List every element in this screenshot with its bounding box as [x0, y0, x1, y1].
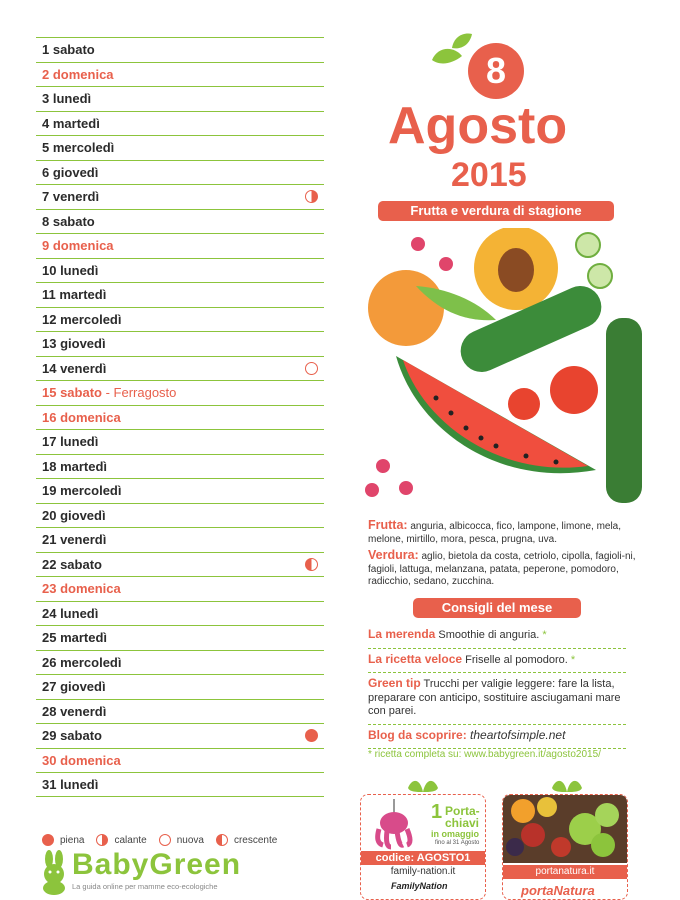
day-name: 4 martedì [42, 115, 100, 131]
veg-text: aglio, bietola da costa, cetriolo, cipolla, fagioli-ni, fagioli, lattuga, melanzana, patata, peperone, pomodoro, radicchio, sedano, zucchina. [368, 551, 636, 587]
fruit-label: Frutta: [368, 518, 408, 532]
day-name: 8 sabato [42, 213, 95, 229]
full-moon-icon [42, 834, 54, 846]
day-name: 9 domenica [42, 238, 114, 254]
tip-item [368, 649, 626, 674]
day-row [36, 307, 324, 332]
new-moon-icon [305, 362, 318, 375]
coupon2-site: portanatura.it [503, 865, 627, 879]
day-row [36, 503, 324, 528]
fruit-vegetable-illustration [356, 228, 646, 513]
recipe-note: * ricetta completa su: www.babygreen.it/agosto2015/ [368, 749, 601, 760]
tip-label: Green tip [368, 676, 421, 690]
coupon-sub: in omaggio [431, 829, 479, 839]
day-row [36, 674, 324, 699]
day-label [42, 459, 107, 474]
tip-item [368, 725, 626, 750]
day-label [42, 704, 106, 719]
new-moon-icon [159, 834, 171, 846]
coupon-quantity: 1 [431, 801, 443, 823]
day-label [42, 606, 98, 621]
day-row [36, 282, 324, 307]
day-label [42, 655, 122, 670]
day-row [36, 258, 324, 283]
day-label [42, 140, 114, 155]
tip-asterisk: * [539, 629, 547, 641]
day-row [36, 380, 324, 405]
seasonal-banner: Frutta e verdura di stagione [378, 201, 614, 221]
day-label [42, 728, 102, 743]
day-label [42, 557, 102, 572]
tip-label: Blog da scoprire: [368, 727, 467, 742]
day-name: 21 venerdì [42, 532, 107, 548]
day-row [36, 552, 324, 577]
logo-name: BabyGreen [72, 848, 242, 881]
day-row [36, 111, 324, 136]
holiday-note: - Ferragosto [101, 385, 177, 401]
day-row [36, 772, 324, 797]
day-name: 19 mercoledì [42, 483, 122, 499]
day-row [36, 209, 324, 234]
day-row [36, 576, 324, 601]
day-row [36, 160, 324, 185]
coupon-deadline: fino al 31 Agosto [435, 840, 480, 846]
coupon-title: Porta-chiavi [445, 804, 480, 830]
day-label [42, 312, 122, 327]
day-row [36, 527, 324, 552]
legend-nuova: nuova [176, 834, 204, 846]
day-label [42, 336, 106, 351]
day-row [36, 405, 324, 430]
day-name: 20 giovedì [42, 507, 106, 523]
tips-list [368, 624, 626, 749]
fruit-text: anguria, albicocca, fico, lampone, limone, mela, melone, mirtillo, mora, pesca, prugna, uva. [368, 521, 622, 545]
day-row [36, 454, 324, 479]
waning-moon-icon [96, 834, 108, 846]
day-label [42, 67, 114, 82]
day-name: 30 domenica [42, 752, 121, 768]
day-row [36, 356, 324, 381]
day-row [36, 650, 324, 675]
tip-asterisk: * [567, 653, 576, 666]
day-name: 2 domenica [42, 66, 114, 82]
day-row [36, 625, 324, 650]
day-row [36, 478, 324, 503]
day-label [42, 777, 98, 792]
day-name: 11 martedì [42, 287, 107, 303]
day-label [42, 483, 122, 498]
coupon-portanatura[interactable] [502, 794, 628, 900]
day-name: 1 sabato [42, 42, 95, 58]
day-row [36, 748, 324, 773]
day-name: 16 domenica [42, 409, 121, 425]
waning-moon-icon [305, 190, 318, 203]
waxing-moon-icon [305, 558, 318, 571]
leaf-icon [550, 774, 584, 794]
day-row [36, 699, 324, 724]
veg-label: Verdura: [368, 548, 419, 562]
day-name: 3 lunedì [42, 91, 92, 107]
tips-banner: Consigli del mese [413, 598, 581, 618]
day-name: 5 mercoledì [42, 140, 115, 156]
babygreen-logo [40, 848, 240, 896]
day-label [42, 263, 98, 278]
day-name: 18 martedì [42, 458, 108, 474]
tip-item [368, 624, 626, 649]
tip-text: Smoothie di anguria. [435, 629, 540, 641]
day-name: 15 sabato [42, 385, 102, 401]
tip-text: theartofsimple.net [466, 727, 566, 742]
day-name: 7 venerdì [42, 189, 100, 205]
tip-text: Trucchi per valigie leggere: fare la lista, preparare con anticipo, sostituire asciugamani mare con parei. [368, 678, 621, 717]
day-row [36, 86, 324, 111]
coupon-brand: FamilyNation [391, 881, 448, 891]
tip-label: La merenda [368, 627, 436, 641]
day-label [42, 91, 91, 106]
day-label [42, 630, 107, 645]
day-label [42, 42, 95, 57]
day-label [42, 434, 98, 449]
seasonal-vegetables [368, 549, 638, 589]
day-label [42, 189, 99, 204]
day-name: 28 venerdì [42, 703, 107, 719]
day-row [36, 331, 324, 356]
tip-label: La ricetta veloce [368, 651, 463, 666]
coupon-code: codice: AGOSTO1 [361, 851, 485, 865]
day-list [36, 37, 324, 797]
day-label [42, 287, 106, 302]
day-row [36, 601, 324, 626]
bunny-icon [40, 850, 68, 896]
day-label [42, 679, 106, 694]
day-name: 24 lunedì [42, 605, 99, 621]
day-name: 13 giovedì [42, 336, 106, 352]
day-label [42, 165, 98, 180]
day-label [42, 532, 106, 547]
coupon-site: family-nation.it [390, 866, 456, 877]
day-name: 22 sabato [42, 556, 102, 572]
day-label [42, 508, 106, 523]
day-name: 27 giovedì [42, 679, 106, 695]
day-row [36, 37, 324, 62]
day-name: 17 lunedì [42, 434, 99, 450]
day-row [36, 429, 324, 454]
logo-tagline: La guida online per mamme eco-ecologiche [72, 882, 218, 891]
day-name: 23 domenica [42, 581, 121, 597]
day-name: 6 giovedì [42, 164, 99, 180]
day-label [42, 116, 100, 131]
day-row [36, 62, 324, 87]
day-label [42, 581, 121, 596]
day-name: 12 mercoledì [42, 311, 122, 327]
tip-item [368, 673, 626, 725]
year-title: 2015 [451, 156, 527, 194]
day-row [36, 233, 324, 258]
day-name: 25 martedì [42, 630, 108, 646]
day-name: 29 sabato [42, 728, 102, 744]
day-label [42, 238, 114, 253]
coupon2-brand: portaNatura [521, 883, 595, 898]
waxing-moon-icon [216, 834, 228, 846]
legend-piena: piena [60, 834, 85, 846]
day-name: 26 mercoledì [42, 654, 122, 670]
legend-crescente: crescente [233, 834, 278, 846]
day-name: 31 lunedì [42, 776, 99, 792]
seasonal-fruit [368, 519, 638, 546]
tip-text: Friselle al pomodoro. [462, 653, 568, 666]
fruit-basket-photo [503, 795, 627, 863]
day-row [36, 135, 324, 160]
leaf-icon [406, 774, 440, 794]
day-row [36, 184, 324, 209]
day-row [36, 723, 324, 748]
octopus-keychain-icon [369, 799, 419, 851]
day-label [42, 385, 176, 400]
day-label [42, 410, 121, 425]
day-name: 10 lunedì [42, 262, 99, 278]
coupon-family-nation[interactable] [360, 794, 486, 900]
month-number: 8 [468, 43, 524, 99]
month-title: Agosto [388, 97, 568, 155]
day-label [42, 214, 95, 229]
legend-calante: calante [114, 834, 147, 846]
day-name: 14 venerdì [42, 360, 107, 376]
day-label [42, 753, 121, 768]
day-label [42, 361, 106, 376]
full-moon-icon [305, 729, 318, 742]
moon-legend [42, 834, 285, 846]
